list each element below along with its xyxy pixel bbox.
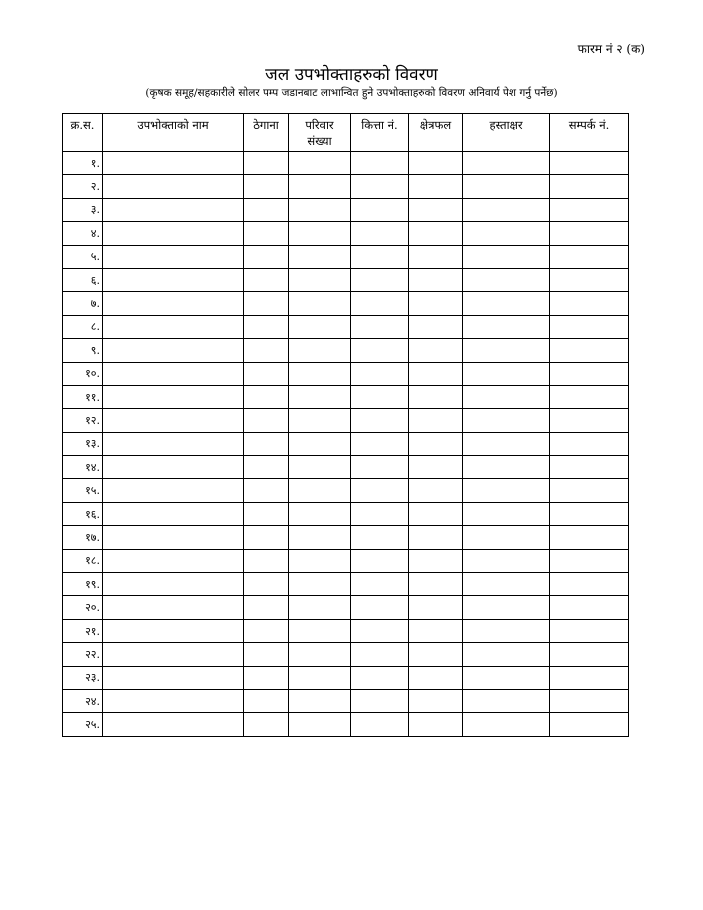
user-name-cell[interactable]: [103, 596, 244, 619]
family-size-cell[interactable]: [289, 549, 351, 572]
area-cell[interactable]: [409, 643, 463, 666]
address-cell[interactable]: [244, 339, 289, 362]
address-cell[interactable]: [244, 245, 289, 268]
table-row: [63, 713, 629, 736]
family-size-cell[interactable]: [289, 339, 351, 362]
table-row: [63, 619, 629, 642]
family-size-cell[interactable]: [289, 222, 351, 245]
contact-number-cell[interactable]: [550, 549, 629, 572]
contact-number-cell[interactable]: [550, 409, 629, 432]
table-row: [63, 292, 629, 315]
signature-cell[interactable]: [463, 268, 550, 291]
plot-number-cell[interactable]: [351, 245, 409, 268]
signature-cell[interactable]: [463, 549, 550, 572]
water-users-table: [62, 113, 629, 737]
user-name-cell[interactable]: [103, 456, 244, 479]
row-serial-number: ७.: [63, 292, 103, 315]
row-serial-number: १३.: [63, 432, 103, 455]
plot-number-cell[interactable]: [351, 502, 409, 525]
table-header-row: [63, 114, 629, 152]
col-family-size: परिवार संख्या: [289, 114, 351, 152]
address-cell[interactable]: [244, 666, 289, 689]
plot-number-cell[interactable]: [351, 596, 409, 619]
area-cell[interactable]: [409, 385, 463, 408]
signature-cell[interactable]: [463, 362, 550, 385]
table-row: [63, 432, 629, 455]
row-serial-number: १६.: [63, 502, 103, 525]
plot-number-cell[interactable]: [351, 152, 409, 175]
contact-number-cell[interactable]: [550, 362, 629, 385]
row-serial-number: २४.: [63, 689, 103, 712]
address-cell[interactable]: [244, 502, 289, 525]
contact-number-cell[interactable]: [550, 268, 629, 291]
contact-number-cell[interactable]: [550, 689, 629, 712]
signature-cell[interactable]: [463, 666, 550, 689]
signature-cell[interactable]: [463, 479, 550, 502]
address-cell[interactable]: [244, 573, 289, 596]
address-cell[interactable]: [244, 596, 289, 619]
plot-number-cell[interactable]: [351, 198, 409, 221]
table-row: [63, 362, 629, 385]
row-serial-number: २३.: [63, 666, 103, 689]
contact-number-cell[interactable]: [550, 292, 629, 315]
family-size-cell[interactable]: [289, 362, 351, 385]
family-size-cell[interactable]: [289, 152, 351, 175]
plot-number-cell[interactable]: [351, 432, 409, 455]
table-row: [63, 573, 629, 596]
family-size-cell[interactable]: [289, 713, 351, 736]
area-cell[interactable]: [409, 596, 463, 619]
address-cell[interactable]: [244, 152, 289, 175]
contact-number-cell[interactable]: [550, 175, 629, 198]
contact-number-cell[interactable]: [550, 666, 629, 689]
contact-number-cell[interactable]: [550, 152, 629, 175]
table-row: [63, 409, 629, 432]
area-cell[interactable]: [409, 292, 463, 315]
table-row: [63, 479, 629, 502]
plot-number-cell[interactable]: [351, 456, 409, 479]
plot-number-cell[interactable]: [351, 409, 409, 432]
row-serial-number: १०.: [63, 362, 103, 385]
plot-number-cell[interactable]: [351, 573, 409, 596]
family-size-cell[interactable]: [289, 245, 351, 268]
user-name-cell[interactable]: [103, 619, 244, 642]
contact-number-cell[interactable]: [550, 526, 629, 549]
row-serial-number: १४.: [63, 456, 103, 479]
row-serial-number: २१.: [63, 619, 103, 642]
plot-number-cell[interactable]: [351, 362, 409, 385]
address-cell[interactable]: [244, 619, 289, 642]
plot-number-cell[interactable]: [351, 689, 409, 712]
family-size-cell[interactable]: [289, 573, 351, 596]
plot-number-cell[interactable]: [351, 268, 409, 291]
table-row: [63, 175, 629, 198]
family-size-cell[interactable]: [289, 526, 351, 549]
user-name-cell[interactable]: [103, 175, 244, 198]
address-cell[interactable]: [244, 315, 289, 338]
area-cell[interactable]: [409, 666, 463, 689]
signature-cell[interactable]: [463, 619, 550, 642]
plot-number-cell[interactable]: [351, 526, 409, 549]
area-cell[interactable]: [409, 479, 463, 502]
area-cell[interactable]: [409, 222, 463, 245]
contact-number-cell[interactable]: [550, 573, 629, 596]
user-name-cell[interactable]: [103, 573, 244, 596]
user-name-cell[interactable]: [103, 245, 244, 268]
address-cell[interactable]: [244, 362, 289, 385]
family-size-cell[interactable]: [289, 479, 351, 502]
address-cell[interactable]: [244, 268, 289, 291]
family-size-cell[interactable]: [289, 432, 351, 455]
table-row: [63, 689, 629, 712]
contact-number-cell[interactable]: [550, 456, 629, 479]
plot-number-cell[interactable]: [351, 666, 409, 689]
row-serial-number: १५.: [63, 479, 103, 502]
form-number: फारम नं २ (क): [577, 42, 645, 56]
page-subtitle: (कृषक समूह/सहकारीले सोलर पम्प जडानबाट लाभान्वित हुने उपभोक्ताहरुको विवरण अनिवार्य पेश गर्नु पर्नेछ): [145, 87, 558, 99]
area-cell[interactable]: [409, 573, 463, 596]
table-row: [63, 315, 629, 338]
signature-cell[interactable]: [463, 339, 550, 362]
signature-cell[interactable]: [463, 573, 550, 596]
signature-cell[interactable]: [463, 152, 550, 175]
plot-number-cell[interactable]: [351, 713, 409, 736]
row-serial-number: २.: [63, 175, 103, 198]
table-row: [63, 643, 629, 666]
area-cell[interactable]: [409, 152, 463, 175]
area-cell[interactable]: [409, 198, 463, 221]
table-row: [63, 596, 629, 619]
family-size-cell[interactable]: [289, 619, 351, 642]
address-cell[interactable]: [244, 222, 289, 245]
contact-number-cell[interactable]: [550, 198, 629, 221]
area-cell[interactable]: [409, 549, 463, 572]
row-serial-number: १.: [63, 152, 103, 175]
row-serial-number: २५.: [63, 713, 103, 736]
row-serial-number: ६.: [63, 268, 103, 291]
table-row: [63, 245, 629, 268]
contact-number-cell[interactable]: [550, 619, 629, 642]
address-cell[interactable]: [244, 526, 289, 549]
user-name-cell[interactable]: [103, 385, 244, 408]
address-cell[interactable]: [244, 432, 289, 455]
signature-cell[interactable]: [463, 689, 550, 712]
row-serial-number: २०.: [63, 596, 103, 619]
family-size-cell[interactable]: [289, 689, 351, 712]
address-cell[interactable]: [244, 456, 289, 479]
plot-number-cell[interactable]: [351, 175, 409, 198]
address-cell[interactable]: [244, 689, 289, 712]
plot-number-cell[interactable]: [351, 339, 409, 362]
signature-cell[interactable]: [463, 456, 550, 479]
user-name-cell[interactable]: [103, 666, 244, 689]
row-serial-number: ८.: [63, 315, 103, 338]
signature-cell[interactable]: [463, 222, 550, 245]
table-row: [63, 268, 629, 291]
plot-number-cell[interactable]: [351, 222, 409, 245]
table-row: [63, 666, 629, 689]
signature-cell[interactable]: [463, 198, 550, 221]
plot-number-cell[interactable]: [351, 385, 409, 408]
address-cell[interactable]: [244, 198, 289, 221]
address-cell[interactable]: [244, 385, 289, 408]
plot-number-cell[interactable]: [351, 619, 409, 642]
contact-number-cell[interactable]: [550, 385, 629, 408]
table-row: [63, 502, 629, 525]
contact-number-cell[interactable]: [550, 315, 629, 338]
area-cell[interactable]: [409, 432, 463, 455]
row-serial-number: २२.: [63, 643, 103, 666]
plot-number-cell[interactable]: [351, 315, 409, 338]
family-size-cell[interactable]: [289, 198, 351, 221]
signature-cell[interactable]: [463, 385, 550, 408]
address-cell[interactable]: [244, 549, 289, 572]
plot-number-cell[interactable]: [351, 549, 409, 572]
signature-cell[interactable]: [463, 713, 550, 736]
table-row: [63, 198, 629, 221]
col-address: ठेगाना: [244, 114, 289, 152]
page-title: जल उपभोक्ताहरुको विवरण: [265, 65, 438, 85]
row-serial-number: १७.: [63, 526, 103, 549]
area-cell[interactable]: [409, 689, 463, 712]
user-name-cell[interactable]: [103, 549, 244, 572]
user-name-cell[interactable]: [103, 643, 244, 666]
row-serial-number: ११.: [63, 385, 103, 408]
family-size-cell[interactable]: [289, 385, 351, 408]
area-cell[interactable]: [409, 619, 463, 642]
area-cell[interactable]: [409, 362, 463, 385]
user-name-cell[interactable]: [103, 689, 244, 712]
address-cell[interactable]: [244, 713, 289, 736]
family-size-cell[interactable]: [289, 502, 351, 525]
area-cell[interactable]: [409, 713, 463, 736]
area-cell[interactable]: [409, 502, 463, 525]
row-serial-number: ९.: [63, 339, 103, 362]
plot-number-cell[interactable]: [351, 643, 409, 666]
area-cell[interactable]: [409, 315, 463, 338]
contact-number-cell[interactable]: [550, 339, 629, 362]
row-serial-number: १८.: [63, 549, 103, 572]
contact-number-cell[interactable]: [550, 502, 629, 525]
col-user-name: उपभोक्ताको नाम: [103, 114, 244, 152]
table-row: [63, 385, 629, 408]
contact-number-cell[interactable]: [550, 643, 629, 666]
area-cell[interactable]: [409, 339, 463, 362]
signature-cell[interactable]: [463, 175, 550, 198]
address-cell[interactable]: [244, 175, 289, 198]
address-cell[interactable]: [244, 409, 289, 432]
user-name-cell[interactable]: [103, 315, 244, 338]
user-name-cell[interactable]: [103, 526, 244, 549]
family-size-cell[interactable]: [289, 175, 351, 198]
signature-cell[interactable]: [463, 245, 550, 268]
family-size-cell[interactable]: [289, 409, 351, 432]
table-row: [63, 222, 629, 245]
signature-cell[interactable]: [463, 502, 550, 525]
family-size-cell[interactable]: [289, 666, 351, 689]
table-row: [63, 152, 629, 175]
area-cell[interactable]: [409, 409, 463, 432]
user-name-cell[interactable]: [103, 362, 244, 385]
user-name-cell[interactable]: [103, 292, 244, 315]
family-size-cell[interactable]: [289, 596, 351, 619]
family-size-cell[interactable]: [289, 268, 351, 291]
col-area: क्षेत्रफल: [409, 114, 463, 152]
contact-number-cell[interactable]: [550, 222, 629, 245]
row-serial-number: ५.: [63, 245, 103, 268]
table-row: [63, 549, 629, 572]
area-cell[interactable]: [409, 456, 463, 479]
user-name-cell[interactable]: [103, 268, 244, 291]
table-row: [63, 456, 629, 479]
row-serial-number: १२.: [63, 409, 103, 432]
plot-number-cell[interactable]: [351, 479, 409, 502]
area-cell[interactable]: [409, 175, 463, 198]
address-cell[interactable]: [244, 643, 289, 666]
table-row: [63, 339, 629, 362]
family-size-cell[interactable]: [289, 456, 351, 479]
address-cell[interactable]: [244, 292, 289, 315]
address-cell[interactable]: [244, 479, 289, 502]
user-name-cell[interactable]: [103, 713, 244, 736]
user-name-cell[interactable]: [103, 198, 244, 221]
signature-cell[interactable]: [463, 315, 550, 338]
signature-cell[interactable]: [463, 409, 550, 432]
contact-number-cell[interactable]: [550, 479, 629, 502]
user-name-cell[interactable]: [103, 222, 244, 245]
contact-number-cell[interactable]: [550, 596, 629, 619]
col-plot-number: कित्ता नं.: [351, 114, 409, 152]
area-cell[interactable]: [409, 268, 463, 291]
col-signature: हस्ताक्षर: [463, 114, 550, 152]
contact-number-cell[interactable]: [550, 713, 629, 736]
row-serial-number: ३.: [63, 198, 103, 221]
user-name-cell[interactable]: [103, 502, 244, 525]
area-cell[interactable]: [409, 245, 463, 268]
user-name-cell[interactable]: [103, 479, 244, 502]
family-size-cell[interactable]: [289, 315, 351, 338]
family-size-cell[interactable]: [289, 292, 351, 315]
contact-number-cell[interactable]: [550, 245, 629, 268]
signature-cell[interactable]: [463, 526, 550, 549]
plot-number-cell[interactable]: [351, 292, 409, 315]
signature-cell[interactable]: [463, 643, 550, 666]
table-row: [63, 526, 629, 549]
user-name-cell[interactable]: [103, 432, 244, 455]
signature-cell[interactable]: [463, 596, 550, 619]
row-serial-number: ४.: [63, 222, 103, 245]
user-name-cell[interactable]: [103, 409, 244, 432]
family-size-cell[interactable]: [289, 643, 351, 666]
user-name-cell[interactable]: [103, 339, 244, 362]
contact-number-cell[interactable]: [550, 432, 629, 455]
area-cell[interactable]: [409, 526, 463, 549]
user-name-cell[interactable]: [103, 152, 244, 175]
row-serial-number: १९.: [63, 573, 103, 596]
col-contact-number: सम्पर्क नं.: [550, 114, 629, 152]
signature-cell[interactable]: [463, 292, 550, 315]
col-serial-number: क्र.स.: [63, 114, 103, 152]
signature-cell[interactable]: [463, 432, 550, 455]
